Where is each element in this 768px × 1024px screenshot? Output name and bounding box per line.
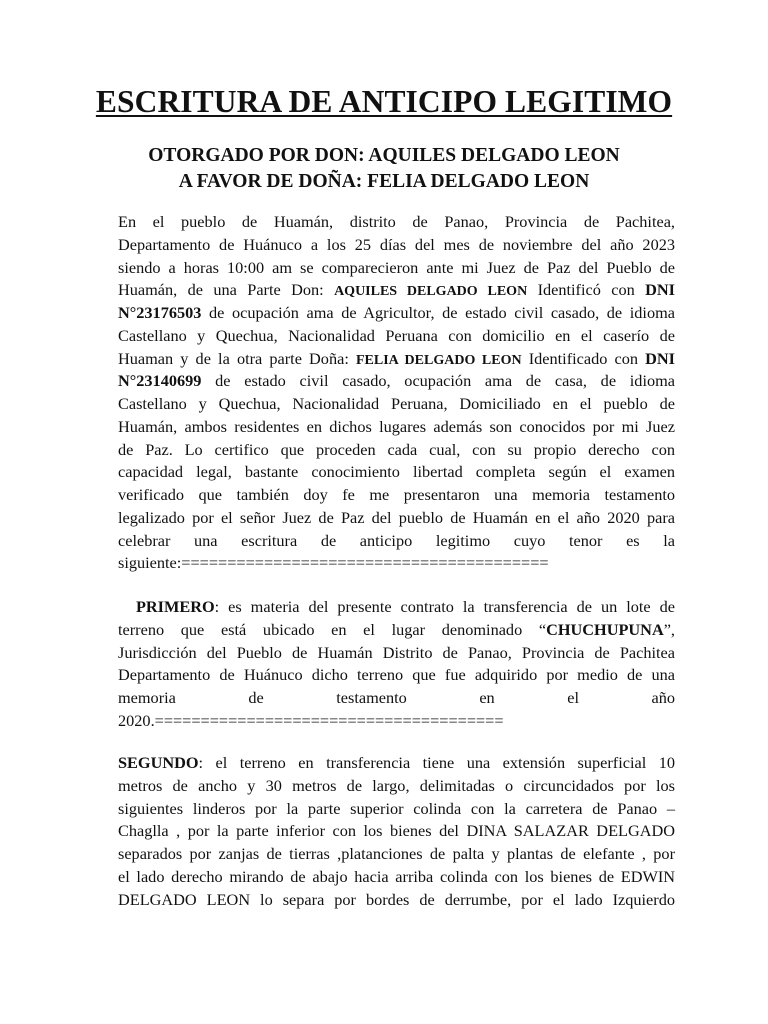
text-run: Huaman y de la otra parte Doña: xyxy=(118,348,356,368)
paragraph-line: el lado derecho mirando de abajo hacia arriba colinda con los bienes de EDWIN xyxy=(118,866,675,886)
text-run: ”, xyxy=(663,619,675,639)
intro-paragraph xyxy=(118,211,675,575)
dni-label: DNI xyxy=(645,348,676,368)
paragraph-line xyxy=(118,370,675,393)
text-run: de ocupación ama de Agricultor, de estado civil casado, de idioma xyxy=(201,303,675,322)
dni-label: DNI xyxy=(645,280,676,300)
clause-segundo xyxy=(118,752,675,911)
paragraph-line: celebrar una escritura de anticipo legitimo cuyo tenor es la xyxy=(118,530,675,550)
paragraph-line: Castellano y Quechua, Nacionalidad Peruana, Domiciliado en el pueblo de xyxy=(118,394,675,413)
beneficiary-name: FELIA DELGADO LEON xyxy=(355,352,522,368)
paragraph-line: 2020.====================================== xyxy=(118,710,504,730)
paragraph-line: de Paz. Lo certifico que proceden cada cual, con su propio derecho con xyxy=(118,439,675,459)
document-title: ESCRITURA DE ANTICIPO LEGITIMO xyxy=(95,84,673,119)
paragraph-line xyxy=(118,348,675,371)
clause-label: PRIMERO xyxy=(135,597,215,616)
paragraph-line xyxy=(118,279,675,302)
text-run: Identificó con xyxy=(527,280,646,300)
paragraph-line: Departamento de Huánuco dicho terreno que fue adquirido por medio de una xyxy=(118,665,675,685)
paragraph-line: separados por zanjas de tierras ,platanciones de palta y plantas de elefante , por xyxy=(118,844,675,863)
paragraph-line: legalizado por el señor Juez de Paz del pueblo de Huamán en el año 2020 para xyxy=(118,507,675,527)
paragraph-line: siguientes linderos por la parte superior colinda con la carretera de Panao – xyxy=(118,798,675,818)
paragraph-line: metros de ancho y 30 metros de largo, delimitadas o circuncidados por los xyxy=(118,775,675,795)
text-run: : es materia del presente contrato la transferencia de un lote de xyxy=(214,597,675,616)
text-run: terreno que está ubicado en el lugar denominado “ xyxy=(118,619,547,639)
paragraph-line: Castellano y Quechua, Nacionalidad Peruana con domicilio en el caserío de xyxy=(118,325,675,345)
paragraph-line xyxy=(118,596,675,619)
clause-label: SEGUNDO xyxy=(118,753,199,772)
paragraph-line xyxy=(118,302,675,325)
text-run: Huamán, de una Parte Don: xyxy=(118,280,335,300)
paragraph-line xyxy=(118,619,675,642)
text-run: Identificado con xyxy=(521,348,646,368)
paragraph-line: DELGADO LEON lo separa por bordes de derrumbe, por el lado Izquierdo xyxy=(118,889,675,909)
place-name: CHUCHUPUNA xyxy=(546,619,664,639)
paragraph-line: Huamán, ambos residentes en dichos lugares además son conocidos por mi Juez xyxy=(118,416,675,436)
grantor-subtitle: OTORGADO POR DON: AQUILES DELGADO LEON xyxy=(148,145,620,166)
grantor-name: AQUILES DELGADO LEON xyxy=(334,284,528,300)
clause-primero xyxy=(118,596,675,733)
paragraph-line: Chaglla , por la parte inferior con los bienes del DINA SALAZAR DELGADO xyxy=(118,821,675,841)
beneficiary-subtitle: A FAVOR DE DOÑA: FELIA DELGADO LEON xyxy=(178,171,590,192)
paragraph-line: siendo a horas 10:00 am se comparecieron ante mi Juez de Paz del Pueblo de xyxy=(118,257,675,277)
paragraph-line: memoria de testamento en el año xyxy=(118,688,675,707)
paragraph-line: Jurisdicción del Pueblo de Huamán Distrito de Panao, Provincia de Pachitea xyxy=(118,642,675,662)
paragraph-line: Departamento de Huánuco a los 25 días del mes de noviembre del año 2023 xyxy=(118,234,675,254)
text-run: de estado civil casado, ocupación ama de casa, de idioma xyxy=(201,371,675,391)
grantor-dni-number: N°23176503 xyxy=(118,303,202,322)
paragraph-line: En el pueblo de Huamán, distrito de Panao, Provincia de Pachitea, xyxy=(118,212,675,231)
paragraph-line xyxy=(118,752,675,775)
paragraph-line: verificado que también doy fe me presentaron una memoria testamento xyxy=(118,485,675,504)
beneficiary-dni-number: N°23140699 xyxy=(118,371,202,391)
paragraph-line: capacidad legal, bastante conocimiento libertad completa según el examen xyxy=(118,462,675,482)
text-run: : el terreno en transferencia tiene una extensión superficial 10 xyxy=(198,753,675,772)
paragraph-line: siguiente:======================================== xyxy=(118,553,549,573)
